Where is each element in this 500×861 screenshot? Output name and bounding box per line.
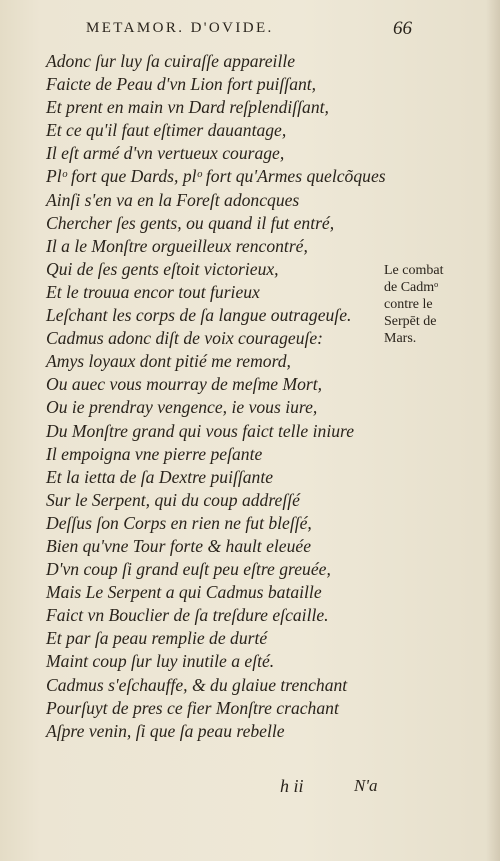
verse-line: Mais Le Serpent a qui Cadmus bataille xyxy=(46,582,322,603)
verse-line: Ainſi s'en va en la Foreſt adoncques xyxy=(46,189,300,210)
verse-block xyxy=(46,50,386,743)
verse-line: Il a le Monſtre orgueilleux rencontré, xyxy=(46,235,308,256)
verse-line: D'vn coup ſi grand euſt peu eſtre greuée, xyxy=(46,559,331,580)
verse-line: Deſſus ſon Corps en rien ne fut bleſſé, xyxy=(46,512,312,533)
verse-line: Et le trouua encor tout furieux xyxy=(46,281,260,302)
verse-line: Il eſt armé d'vn vertueux courage, xyxy=(46,143,285,164)
verse-line: Ou ie prendray vengence, ie vous iure, xyxy=(46,397,318,418)
verse-line: Bien qu'vne Tour forte & hault eleuée xyxy=(46,535,312,556)
verse-line: Faicte de Peau d'vn Lion fort puiſſant, xyxy=(46,74,317,95)
verse-line: Et prent en main vn Dard reſplendiſſant, xyxy=(46,97,329,118)
marginal-note-line: de Cadmᵒ xyxy=(384,280,439,295)
verse-line: Adonc ſur luy ſa cuiraſſe appareille xyxy=(46,51,296,71)
verse-line: Maint coup ſur luy inutile a eſté. xyxy=(46,651,275,672)
verse-line: Sur le Serpent, qui du coup addreſſé xyxy=(46,489,300,510)
verse-line: Cadmus adonc diſt de voix courageuſe: xyxy=(46,328,324,349)
marginal-note xyxy=(384,262,474,347)
verse-line: Et ce qu'il faut eſtimer dauantage, xyxy=(46,120,287,141)
running-head: METAMOR. D'OVIDE. xyxy=(86,20,274,36)
verse-line: Leſchant les corps de ſa langue outrageuſe. xyxy=(46,305,352,326)
verse-line: Pourſuyt de pres ce fier Monſtre crachant xyxy=(46,697,339,718)
verse-line: Ou auec vous mourray de meſme Mort, xyxy=(46,374,323,395)
page-footer xyxy=(270,776,410,800)
verse-line: Cadmus s'eſchauffe, & du glaiue trenchant xyxy=(46,674,348,695)
verse-line: Qui de ſes gents eſtoit victorieux, xyxy=(46,258,279,279)
marginal-note-line: contre le xyxy=(384,297,433,312)
verse-line: Aſpre venin, ſi que ſa peau rebelle xyxy=(46,720,285,741)
marginal-note-line: Mars. xyxy=(384,331,417,346)
verse-line: Amys loyaux dont pitié me remord, xyxy=(46,351,291,372)
signature-mark: h ii xyxy=(280,776,304,796)
verse-line: Chercher ſes gents, ou quand il fut entré, xyxy=(46,212,335,233)
verse-line: Faict vn Bouclier de ſa treſdure eſcaille. xyxy=(46,605,329,626)
page-header xyxy=(52,18,412,44)
marginal-note-line: Serpēt de xyxy=(384,314,437,329)
verse-line: Du Monſtre grand qui vous faict telle iniure xyxy=(46,420,355,441)
verse-line: Et par ſa peau remplie de durté xyxy=(46,628,268,649)
marginal-note-line: Le combat xyxy=(384,263,444,278)
verse-line: Il empoigna vne pierre peſante xyxy=(46,443,263,464)
verse-line: Et la ietta de ſa Dextre puiſſante xyxy=(46,466,274,487)
verse-line: Plᵒ fort que Dards, plᵒ fort qu'Armes quelcõques xyxy=(46,166,386,187)
catchword: N'a xyxy=(354,776,378,795)
page-number: 66 xyxy=(393,18,412,39)
